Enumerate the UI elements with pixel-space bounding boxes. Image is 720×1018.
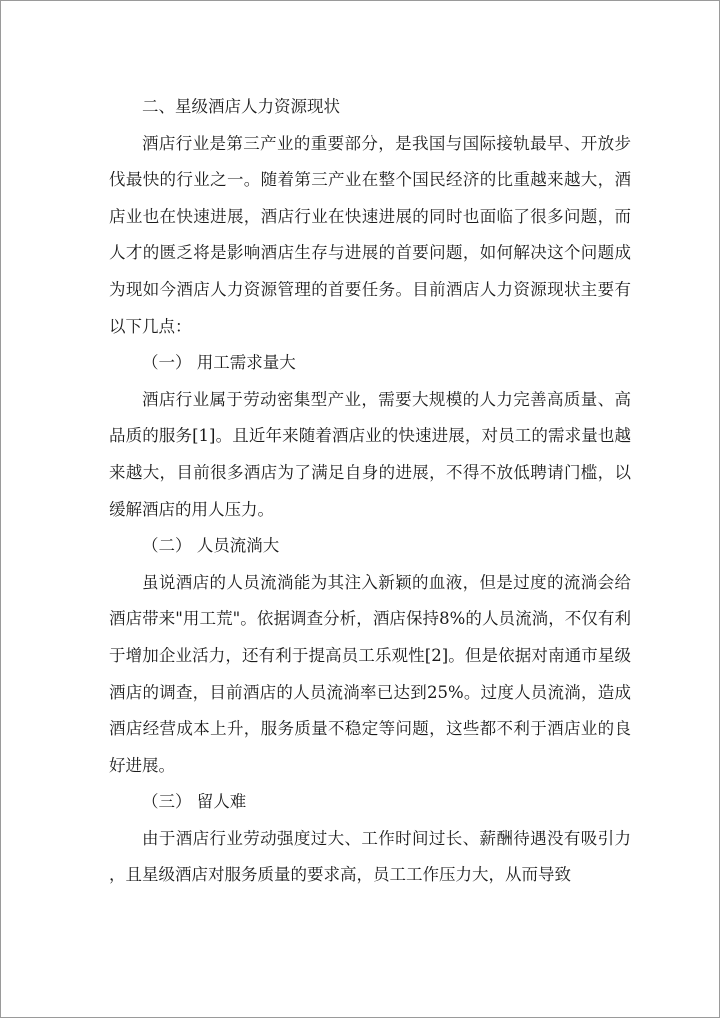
subsection-paragraph-2: 虽说酒店的人员流淌能为其注入新颖的血液，但是过度的流淌会给酒店带来"用工荒"。依据调查分析，酒店保持8%的人员流淌，不仅有利于增加企业活力，还有利于提高员工乐观性[2]。但是依据对南通市星级酒店的调查，目前酒店的人员流淌率已达到25%。过度人员流淌，造成酒店经营成本上升，服务质量不稳定等问题，这些都不利于酒店业的良好进展。: [109, 572, 631, 775]
document-body: [109, 89, 631, 894]
section-title: 二、星级酒店人力资源现状: [142, 97, 340, 116]
subsection-title-2: （二） 人员流淌大: [142, 536, 280, 556]
subsection-title-1: （一） 用工需求量大: [142, 353, 296, 373]
subsection-paragraph-1: 酒店行业属于劳动密集型产业，需要大规模的人力完善高质量、高品质的服务[1]。且近年来随着酒店业的快速进展，对员工的需求量也越来越大，目前很多酒店为了满足自身的进展，不得不放低聘请门槛，以缓解酒店的用人压力。: [109, 389, 631, 519]
subsection-title-3: （三） 留人难: [142, 792, 247, 812]
subsection-paragraph-3: 由于酒店行业劳动强度过大、工作时间过长、薪酬待遇没有吸引力，且星级酒店对服务质量的要求高，员工工作压力大，从而导致: [109, 828, 631, 885]
intro-paragraph: 酒店行业是第三产业的重要部分，是我国与国际接轨最早、开放步伐最快的行业之一。随着第三产业在整个国民经济的比重越来越大，酒店业也在快速进展，酒店行业在快速进展的同时也面临了很多问题，而人才的匮乏将是影响酒店生存与进展的首要问题，如何解决这个问题成为现如今酒店人力资源管理的首要任务。目前酒店人力资源现状主要有以下几点：: [109, 133, 631, 336]
